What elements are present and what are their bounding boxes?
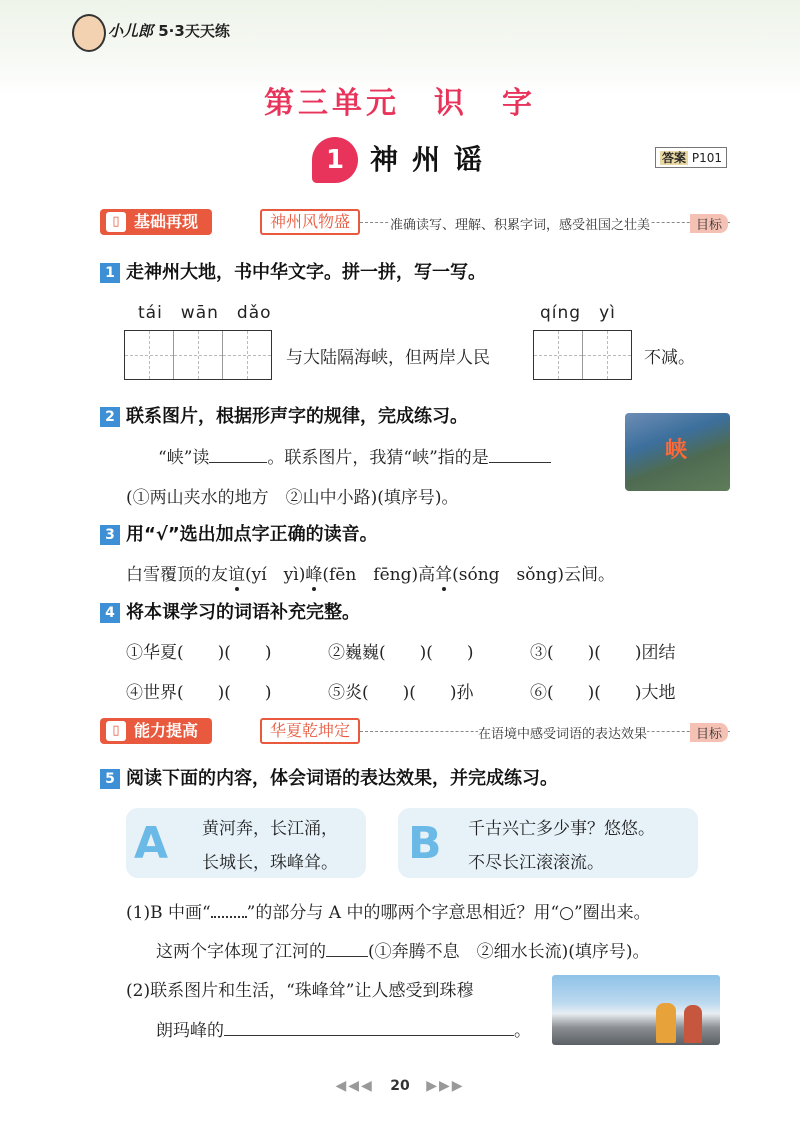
question-5 <box>100 764 558 790</box>
q5-sub2: (2)联系图片和生活，“珠峰耸”让人感受到珠穆 <box>126 981 474 1001</box>
section-tag: 能力提高 <box>134 721 199 740</box>
question-2 <box>100 402 468 428</box>
grid-cell[interactable] <box>125 331 174 379</box>
page-number: 20 <box>390 1078 410 1094</box>
answer-blank[interactable] <box>224 1035 514 1036</box>
poem-b-line1: 千古兴亡多少事？悠悠。 <box>468 819 655 839</box>
unit-title: 第三单元 识 字 <box>264 86 536 121</box>
section-topic: 华夏乾坤定 <box>260 718 360 744</box>
reading-options[interactable]: (yí yì) <box>245 565 306 585</box>
question-4 <box>100 598 360 624</box>
q4-item[interactable]: ③( )( )团结 <box>530 643 676 663</box>
q2-text-a: “峡”读 <box>158 448 210 468</box>
letter-a: A <box>134 818 169 869</box>
question-text: 阅读下面的内容，体会词语的表达效果，并完成练习。 <box>126 768 558 789</box>
section-tag: 基础再现 <box>134 212 199 231</box>
poem-a-line2: 长城长，珠峰耸。 <box>202 853 338 873</box>
section-topic: 神州风物盛 <box>260 209 360 235</box>
q3-text: 白雪覆顶的友 <box>126 565 228 585</box>
q4-item[interactable]: ⑤炎( )( )孙 <box>328 683 474 703</box>
question-text: 用“√”选出加点字正确的读音。 <box>126 524 378 545</box>
book-icon: ▯ <box>106 212 126 232</box>
answer-blank[interactable] <box>489 462 551 463</box>
brand-series: 5·3天天练 <box>158 22 230 40</box>
section-target: 目标 <box>690 214 728 233</box>
question-number: 5 <box>100 769 120 789</box>
dotted-char: 耸 <box>435 565 453 585</box>
dotted-char: 峰 <box>305 565 323 585</box>
arrow-left-icon: ◀◀◀ <box>335 1078 374 1094</box>
answer-page: P101 <box>691 151 722 165</box>
grid-cell[interactable] <box>583 331 631 379</box>
answer-label: 答案 <box>662 151 687 165</box>
section-band-ability <box>100 718 730 746</box>
page-footer <box>0 1078 800 1094</box>
q2-text-b: 。联系图片，我猜“峡”指的是 <box>267 448 489 468</box>
question-number: 3 <box>100 525 120 545</box>
section-desc: 准确读写、理解、积累字词，感受祖国之壮美 <box>390 214 650 233</box>
card-a <box>126 808 366 878</box>
sub2-text-c: 。 <box>514 1021 531 1041</box>
book-icon: ▯ <box>106 721 126 741</box>
reading-options[interactable]: (fēn fēng)高 <box>322 565 436 585</box>
answer-blank[interactable] <box>209 462 267 463</box>
q3-sentence <box>126 560 615 585</box>
pinyin-qingyi: qíng yì <box>540 303 616 323</box>
lesson-number: 1 <box>312 137 358 183</box>
section-desc: 在语境中感受词语的表达效果 <box>478 723 647 742</box>
q4-item[interactable]: ④世界( )( ) <box>126 683 272 703</box>
arrow-right-icon: ▶▶▶ <box>426 1078 465 1094</box>
pinyin-taiwandao: tái wān dǎo <box>138 303 272 323</box>
question-3 <box>100 520 378 546</box>
climber-icon <box>656 1003 676 1043</box>
question-number: 4 <box>100 603 120 623</box>
q4-item[interactable]: ①华夏( )( ) <box>126 643 272 663</box>
q5-sub2-line2 <box>156 1016 531 1041</box>
wavy-mark <box>211 916 247 918</box>
card-b <box>398 808 698 878</box>
poem-b-line2: 不尽长江滚滚流。 <box>468 853 604 873</box>
grid-cell[interactable] <box>174 331 223 379</box>
gorge-photo <box>625 413 730 491</box>
dotted-char: 谊 <box>228 565 245 585</box>
sub1-text-c: 这两个字体现了江河的 <box>156 942 326 962</box>
q1-middle-text: 与大陆隔海峡，但两岸人民 <box>286 348 490 368</box>
q4-item[interactable]: ②巍巍( )( ) <box>328 643 474 663</box>
q1-end-text: 不减。 <box>644 348 695 368</box>
brand <box>108 20 230 41</box>
writing-grid-1[interactable] <box>124 330 272 380</box>
answer-ref <box>655 147 727 168</box>
q2-line2: (①两山夹水的地方 ②山中小路)(填序号)。 <box>126 488 459 508</box>
photo-label: 峡 <box>665 438 688 463</box>
poem-a-line1: 黄河奔，长江涌， <box>202 819 338 839</box>
letter-b: B <box>408 818 442 869</box>
question-text: 走神州大地，书中华文字。拼一拼，写一写。 <box>126 262 486 283</box>
question-number: 1 <box>100 263 120 283</box>
question-text: 联系图片，根据形声字的规律，完成练习。 <box>126 406 468 427</box>
sub1-text-b: ”的部分与 A 中的哪两个字意思相近？用“○”圈出来。 <box>246 903 651 923</box>
sub2-text-b: 朗玛峰的 <box>156 1021 224 1041</box>
brand-name: 小儿郎 <box>108 22 154 40</box>
sub1-text-d: (①奔腾不息 ②细水长流)(填序号)。 <box>368 942 650 962</box>
question-text: 将本课学习的词语补充完整。 <box>126 602 360 623</box>
everest-photo <box>552 975 720 1045</box>
reading-options[interactable]: (sóng sǒng)云间。 <box>452 565 615 585</box>
answer-blank[interactable] <box>326 956 368 957</box>
question-1 <box>100 258 486 284</box>
q5-sub1 <box>126 898 651 923</box>
section-target: 目标 <box>690 723 728 742</box>
sub1-text-a: (1)B 中画“ <box>126 903 211 923</box>
grid-cell[interactable] <box>534 331 583 379</box>
mascot-icon <box>72 14 106 52</box>
climber-icon <box>684 1005 702 1043</box>
q2-line1 <box>158 443 551 468</box>
section-band-basic <box>100 209 730 237</box>
lesson-title: 神州谣 <box>370 143 497 176</box>
q4-item[interactable]: ⑥( )( )大地 <box>530 683 676 703</box>
q5-sub1-line2 <box>156 937 650 962</box>
writing-grid-2[interactable] <box>533 330 632 380</box>
question-number: 2 <box>100 407 120 427</box>
grid-cell[interactable] <box>223 331 271 379</box>
